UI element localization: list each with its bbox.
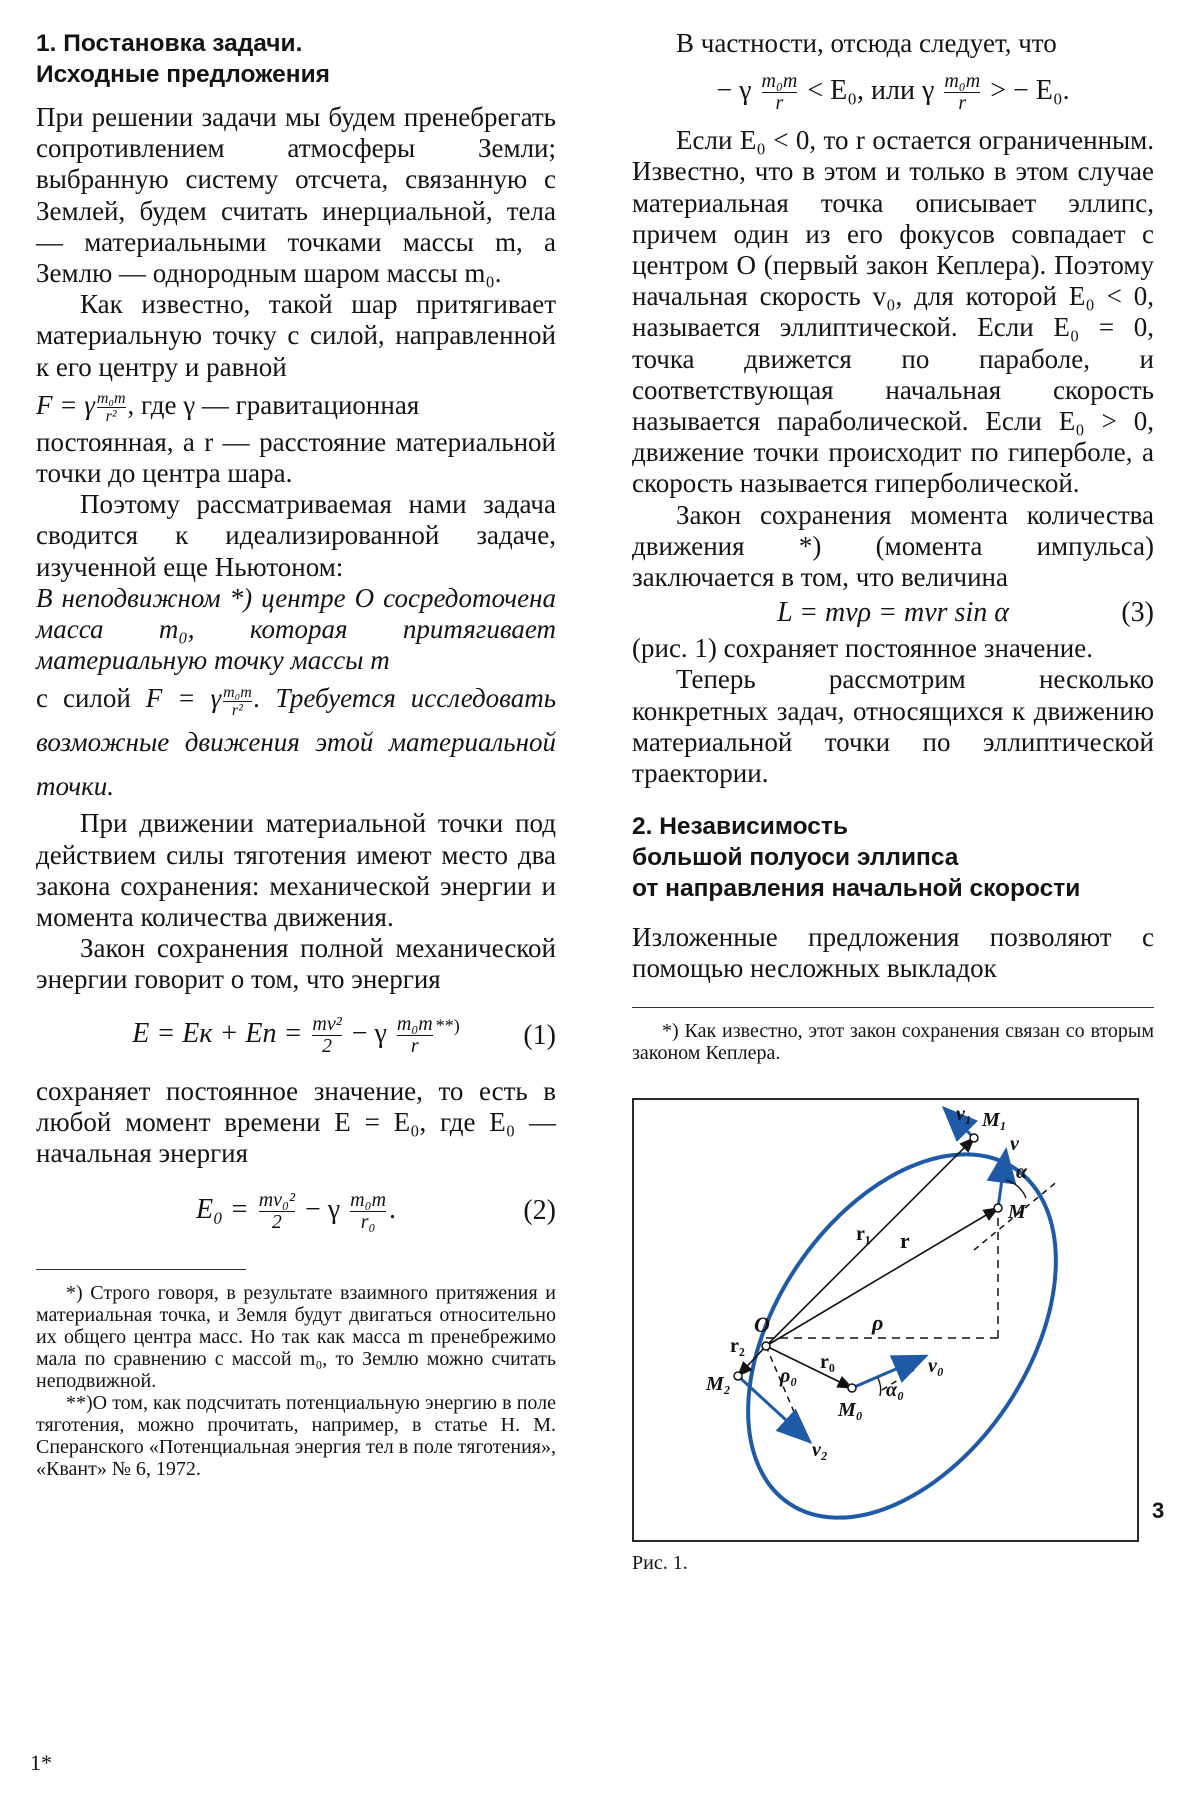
denominator: r	[397, 1035, 433, 1057]
point-O	[762, 1342, 770, 1350]
fraction	[944, 71, 980, 114]
heading-line: 2. Независимость	[632, 813, 848, 841]
force-formula: F = γ	[36, 389, 95, 420]
label-M1: M₁	[982, 1109, 1007, 1131]
label-v0: v₀	[928, 1355, 944, 1377]
numerator: m₀m	[761, 69, 798, 92]
numerator: mv₀²	[258, 1188, 295, 1211]
point-M	[994, 1204, 1002, 1212]
eq-text: E₀ =	[195, 1193, 249, 1225]
footnote-mark: **)	[435, 1015, 460, 1036]
label-M0: M₀	[838, 1399, 863, 1421]
paragraph: В частности, отсюда следует, что	[676, 28, 1057, 58]
equation-number: (3)	[1121, 597, 1154, 629]
figure-caption: Рис. 1.	[632, 1552, 688, 1574]
fraction	[97, 390, 126, 425]
label-M: M	[1008, 1201, 1026, 1223]
section-2-heading	[632, 811, 1154, 904]
label-r1: r₁	[856, 1223, 871, 1245]
paragraph: Если E₀ < 0, то r остается ограниченным. Известно, что в этом и только в этом случае материальная точка описывает эллипс, причем один из его фокусов совпадает с центром O (первый закон Кеплера). Поэтому начальная скорость v₀, для которой E₀ < 0, называется эллиптической. Если E₀ = 0, точка движется по параболе, и соответствующая начальная скорость называется параболической. Если E₀ > 0, движение точки происходит по гиперболе, а скорость называется гиперболической.	[632, 125, 1154, 499]
label-O: O	[754, 1312, 770, 1337]
numerator: m₀m	[396, 1013, 433, 1036]
eq-text: < E₀, или γ	[807, 74, 935, 106]
denominator: r₀	[350, 1211, 386, 1233]
inequality	[632, 59, 1154, 125]
fraction	[223, 684, 252, 719]
heading-line: от направления начальной скорости	[632, 875, 1081, 903]
text-run: с силой	[36, 683, 131, 714]
paragraph-with-formula	[36, 676, 556, 808]
numerator: m₀m	[223, 683, 252, 701]
paragraph: При решении задачи мы будем пренебрегать сопротивлением атмосферы Земли; выбранную систему отсчета, связанную с Землей, будем считать инерциальной, тела — материальными точками массы m, а Землю — однородным шаром массы m₀.	[36, 102, 556, 289]
heading-line: 1. Постановка задачи.	[36, 30, 303, 57]
italic-statement: . Требуется исследовать возможные движения этой материальной точки.	[36, 683, 557, 802]
equation-number: (2)	[523, 1195, 556, 1227]
heading-line: большой полуоси эллипса	[632, 844, 959, 872]
paragraph: Теперь рассмотрим несколько конкретных задач, относящихся к движению материальной точки по эллиптической траектории.	[632, 664, 1154, 789]
alpha0-arc	[878, 1378, 881, 1396]
fraction	[762, 71, 798, 114]
label-r0: r₀	[820, 1351, 835, 1373]
point-M1	[970, 1134, 978, 1142]
equation-1	[36, 996, 556, 1076]
equation-number: (1)	[523, 1019, 556, 1051]
text-run: Как известно, такой шар притягивает материальную точку с силой, направленной к его центру и равной	[36, 289, 556, 382]
denominator: r	[944, 92, 980, 114]
equation-3	[632, 593, 1154, 633]
denominator: r²	[97, 407, 126, 425]
paragraph: Закон сохранения полной механической энергии говорит о том, что энергия	[36, 933, 556, 995]
eq-text: .	[389, 1193, 397, 1225]
numerator: m₀m	[350, 1188, 387, 1211]
eq-text: − γ	[305, 1193, 341, 1225]
eq-text: − γ	[716, 74, 752, 106]
footnote: *) Как известно, этот закон сохранения связан со вторым законом Кеплера.	[632, 1019, 1154, 1064]
numerator: m₀m	[96, 390, 126, 408]
footnote-rule	[632, 1007, 1154, 1008]
paragraph: сохраняет постоянное значение, то есть в любой момент времени E = E₀, где E₀ — начальная энергия	[36, 1075, 556, 1169]
fraction	[350, 1190, 386, 1233]
label-rho: ρ	[872, 1310, 884, 1335]
paragraph-with-formula	[36, 383, 556, 427]
elliptical-orbit	[685, 1100, 1120, 1540]
paragraph: Поэтому рассматриваемая нами задача сводится к идеализированной задаче, изученной еще Ньютоном:	[36, 489, 556, 582]
paragraph: Закон сохранения момента количества движения *) (момента импульса) заключается в том, что величина	[632, 499, 1154, 593]
fraction	[397, 1014, 433, 1057]
label-M2: M₂	[706, 1373, 731, 1395]
page-number: 3	[1152, 1498, 1165, 1523]
force-formula: F = γ	[145, 683, 222, 714]
label-rho0: ρ₀	[780, 1365, 798, 1387]
footnote: **)О том, как подсчитать потенциальную энергию в поле тяготения, можно прочитать, например, в статье Н. М. Сперанского «Потенциальная энергия тел в поле тяготения», «Квант» № 6, 1972.	[36, 1392, 556, 1481]
paragraph: (рис. 1) сохраняет постоянное значение.	[632, 633, 1093, 664]
eq-text: E = Eк + Eп =	[132, 1018, 303, 1050]
fraction	[259, 1190, 295, 1233]
label-alpha0: α₀	[886, 1379, 905, 1401]
numerator: mv²	[312, 1013, 342, 1036]
eq-text: L = mvρ = mvr sin α	[777, 597, 1009, 629]
equation-2	[36, 1169, 556, 1253]
label-v1: v₁	[956, 1103, 972, 1125]
italic-statement: В неподвижном *) центре O сосредоточена масса m₀, которая притягивает материальную точку массы m	[36, 582, 556, 676]
eq-text: > − E₀.	[990, 74, 1070, 106]
r0-vector	[766, 1346, 852, 1388]
paragraph	[36, 289, 556, 383]
footnote-rule	[36, 1269, 246, 1270]
section-1-heading	[36, 28, 556, 90]
paragraph: постоянная, а r — расстояние материальной точки до центра шара.	[36, 426, 556, 489]
point-M2	[734, 1372, 742, 1380]
signature-mark: 1*	[30, 1750, 52, 1775]
footnote: *) Строго говоря, в результате взаимного притяжения и материальная точка, и Земля будут двигаться относительно их общего центра масс. Но так как масса m пренебрежимо мала по сравнению с массой m₀, то Землю можно считать неподвижной.	[36, 1282, 556, 1393]
eq-text: − γ	[351, 1018, 387, 1050]
fraction	[312, 1014, 341, 1057]
paragraph: При движении материальной точки под действием силы тяготения имеют место два закона сохранения: механической энергии и момента количества движения.	[36, 808, 556, 933]
left-column	[36, 28, 556, 1480]
text-run: , где γ — гравитационная	[127, 389, 420, 420]
orbit-diagram	[634, 1100, 1137, 1540]
point-M0	[848, 1384, 856, 1392]
label-v: v	[1010, 1133, 1019, 1155]
numerator: m₀m	[944, 69, 981, 92]
denominator: r²	[223, 701, 252, 719]
right-column	[632, 28, 1154, 1064]
denominator: 2	[312, 1035, 341, 1057]
heading-line: Исходные предложения	[36, 61, 330, 88]
label-r2: r₂	[730, 1335, 745, 1357]
denominator: 2	[259, 1211, 295, 1233]
figure-1	[632, 1098, 1139, 1542]
label-v2: v₂	[812, 1439, 828, 1461]
label-r: r	[900, 1228, 910, 1253]
label-alpha: α	[1016, 1161, 1028, 1183]
denominator: r	[762, 92, 798, 114]
paragraph: Изложенные предложения позволяют с помощью несложных выкладок	[632, 922, 1154, 984]
